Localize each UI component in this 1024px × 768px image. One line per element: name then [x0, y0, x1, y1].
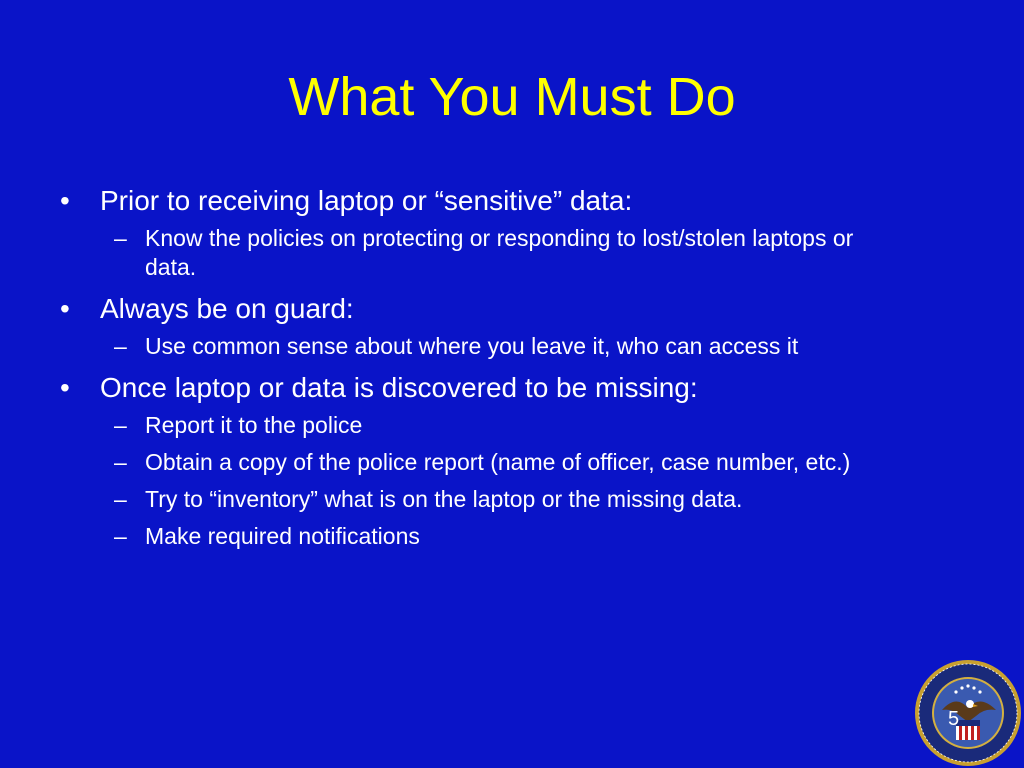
bullet-text: Prior to receiving laptop or “sensitive” data:: [100, 185, 633, 216]
bullet-list: [58, 182, 978, 559]
sub-bullet-list: [58, 224, 978, 282]
sub-bullet-item: [58, 448, 965, 477]
sub-bullet-marker: –: [114, 486, 127, 512]
va-seal-logo: [912, 658, 1024, 768]
sub-bullet-text: Try to “inventory” what is on the laptop or the missing data.: [145, 486, 743, 512]
sub-bullet-list: [58, 332, 978, 361]
sub-bullet-item: [58, 224, 885, 282]
bullet-text: Always be on guard:: [100, 293, 354, 324]
sub-bullet-marker: –: [114, 412, 127, 438]
bullet-marker: •: [60, 372, 70, 403]
bullet-item: [58, 182, 978, 220]
sub-bullet-item: [58, 485, 885, 514]
sub-bullet-marker: –: [114, 225, 127, 251]
sub-bullet-list: [58, 411, 978, 551]
sub-bullet-marker: –: [114, 449, 127, 475]
sub-bullet-marker: –: [114, 333, 127, 359]
sub-bullet-text: Report it to the police: [145, 412, 363, 438]
bullet-marker: •: [60, 293, 70, 324]
sub-bullet-marker: –: [114, 523, 127, 549]
bullet-item: [58, 369, 978, 407]
sub-bullet-text: Obtain a copy of the police report (name of officer, case number, etc.): [145, 449, 851, 475]
sub-bullet-item: [58, 411, 885, 440]
sub-bullet-item: [58, 522, 885, 551]
sub-bullet-text: Make required notifications: [145, 523, 420, 549]
page-number: 5: [948, 708, 960, 730]
bullet-item: [58, 290, 978, 328]
sub-bullet-text: Know the policies on protecting or responding to lost/stolen laptops or data.: [145, 225, 854, 280]
sub-bullet-text: Use common sense about where you leave it, who can access it: [145, 333, 799, 359]
slide-title: What You Must Do: [288, 67, 736, 127]
bullet-text: Once laptop or data is discovered to be missing:: [100, 372, 698, 403]
bullet-marker: •: [60, 185, 70, 216]
flag-shield-icon: [956, 720, 980, 740]
sub-bullet-item: [58, 332, 965, 361]
